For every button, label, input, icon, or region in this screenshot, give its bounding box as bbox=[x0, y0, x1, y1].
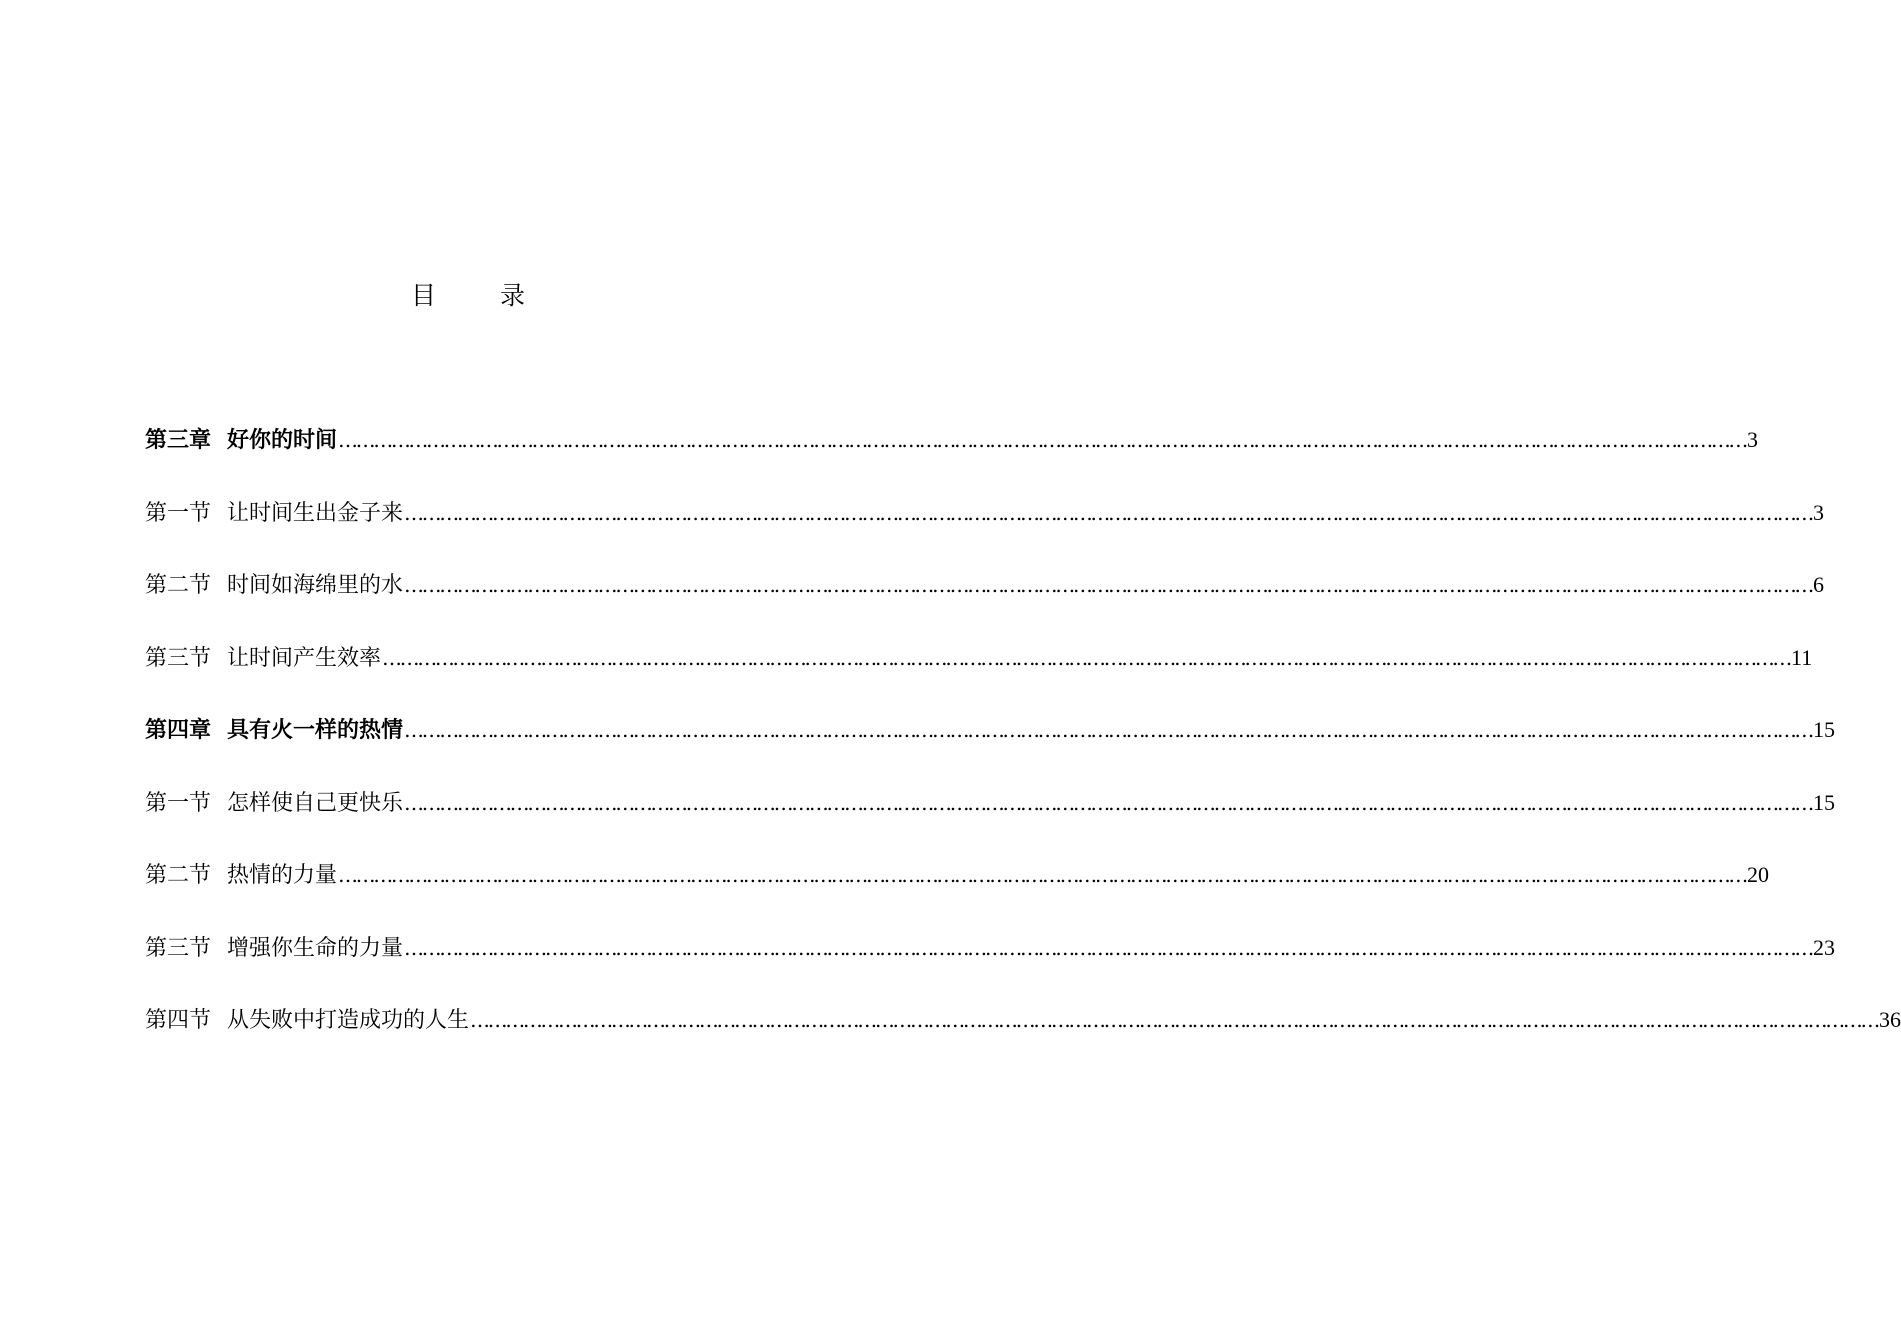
toc-dot-leader: …………………………………………………………………………………………………………………………………………………………………………………………………………………… bbox=[404, 935, 1813, 960]
toc-dot-leader: …………………………………………………………………………………………………………………………………………………………………………………………………………………… bbox=[338, 428, 1747, 452]
toc-entry-section[interactable] bbox=[145, 493, 1825, 566]
table-of-contents bbox=[145, 420, 1901, 1073]
toc-dot-leader: …………………………………………………………………………………………………………………………………………………………………………………………………………………… bbox=[404, 790, 1813, 815]
toc-entry-page: 6 bbox=[1813, 572, 1825, 597]
toc-entry-page: 36 bbox=[1879, 1007, 1901, 1032]
toc-entry-page: 15 bbox=[1813, 789, 1836, 815]
toc-entry-label: 第二节 bbox=[145, 863, 212, 888]
toc-entry-label: 第四节 bbox=[145, 1008, 212, 1033]
toc-entry-label: 第四章 bbox=[145, 718, 212, 743]
toc-entry-label: 第三节 bbox=[145, 935, 212, 961]
toc-entry-page: 15 bbox=[1813, 717, 1836, 742]
toc-entry-title: 从失败中打造成功的人生 bbox=[227, 1008, 470, 1033]
toc-entry-section[interactable] bbox=[145, 928, 1836, 1001]
toc-title: 目 录 bbox=[411, 281, 553, 310]
toc-entry-section[interactable] bbox=[145, 855, 1770, 928]
toc-entry-title: 怎样使自己更快乐 bbox=[227, 790, 404, 816]
toc-entry-title: 热情的力量 bbox=[227, 863, 338, 888]
toc-entry-section[interactable] bbox=[145, 1000, 1901, 1073]
toc-entry-chapter-4[interactable] bbox=[145, 710, 1836, 783]
toc-entry-section[interactable] bbox=[145, 638, 1813, 711]
toc-entry-title: 增强你生命的力量 bbox=[227, 935, 404, 961]
toc-entry-section[interactable] bbox=[145, 565, 1825, 638]
toc-entry-label: 第三章 bbox=[145, 428, 212, 453]
toc-dot-leader: …………………………………………………………………………………………………………………………………………………………………………………………………………………… bbox=[404, 718, 1813, 742]
toc-dot-leader: …………………………………………………………………………………………………………………………………………………………………………………………………………………… bbox=[404, 573, 1813, 597]
toc-entry-chapter-3[interactable] bbox=[145, 420, 1759, 493]
toc-entry-label: 第一节 bbox=[145, 790, 212, 816]
toc-entry-title: 具有火一样的热情 bbox=[227, 718, 404, 743]
toc-entry-page: 11 bbox=[1791, 644, 1813, 670]
toc-entry-page: 3 bbox=[1747, 427, 1759, 452]
toc-dot-leader: …………………………………………………………………………………………………………………………………………………………………………………………………………………… bbox=[470, 1008, 1879, 1032]
toc-dot-leader: …………………………………………………………………………………………………………………………………………………………………………………………………………………… bbox=[404, 500, 1813, 525]
toc-entry-section[interactable] bbox=[145, 783, 1836, 856]
toc-entry-title: 好你的时间 bbox=[227, 428, 338, 453]
toc-dot-leader: …………………………………………………………………………………………………………………………………………………………………………………………………………………… bbox=[338, 863, 1747, 887]
toc-entry-page: 23 bbox=[1813, 934, 1836, 960]
toc-entry-title: 让时间产生效率 bbox=[227, 645, 382, 671]
toc-entry-label: 第一节 bbox=[145, 500, 212, 526]
toc-dot-leader: …………………………………………………………………………………………………………………………………………………………………………………………………………………… bbox=[382, 645, 1791, 670]
toc-entry-label: 第二节 bbox=[145, 573, 212, 598]
toc-entry-label: 第三节 bbox=[145, 645, 212, 671]
toc-entry-page: 3 bbox=[1813, 499, 1825, 525]
toc-entry-title: 让时间生出金子来 bbox=[227, 500, 404, 526]
toc-entry-title: 时间如海绵里的水 bbox=[227, 573, 404, 598]
toc-entry-page: 20 bbox=[1747, 862, 1770, 887]
